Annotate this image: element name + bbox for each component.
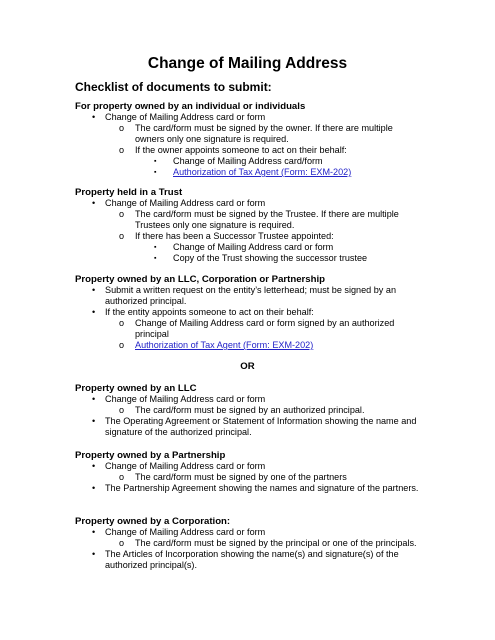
- list-item-text: If the entity appoints someone to act on their behalf:: [105, 307, 314, 317]
- list-item-text: The card/form must be signed by the Trustee. If there are multiple Trustees only one signature is required.: [135, 209, 399, 230]
- bullet-icon: •: [92, 112, 96, 122]
- bullet-icon: •: [92, 198, 96, 208]
- bullet-icon: ▪: [154, 244, 157, 251]
- list-item-text: Change of Mailing Address card or form: [173, 242, 334, 252]
- bullet-icon: o: [119, 123, 125, 133]
- list-item: [75, 198, 420, 209]
- section-trust: [75, 187, 420, 264]
- authorization-tax-agent-link[interactable]: Authorization of Tax Agent (Form: EXM-202): [135, 340, 314, 350]
- list-item: [75, 318, 420, 340]
- list-item: [75, 394, 420, 405]
- list-item: [75, 416, 420, 438]
- list-item-text: Change of Mailing Address card or form: [105, 461, 266, 471]
- list-item-text: Change of Mailing Address card or form: [105, 198, 266, 208]
- bullet-icon: •: [92, 527, 96, 537]
- bullet-icon: o: [119, 318, 125, 328]
- bullet-icon: o: [119, 209, 125, 219]
- list-item: [75, 231, 420, 242]
- list-item: [75, 527, 420, 538]
- list-item: [75, 472, 420, 483]
- list-item: [75, 285, 420, 307]
- list-item-text: Copy of the Trust showing the successor trustee: [173, 253, 368, 263]
- list-item-text: The Articles of Incorporation showing the name(s) and signature(s) of the authorized principal(s).: [105, 549, 399, 570]
- list-item-text: Change of Mailing Address card or form: [105, 394, 266, 404]
- section-corporation: [75, 516, 420, 571]
- list-item: [75, 167, 420, 178]
- list-item-text: The card/form must be signed by one of the partners: [135, 472, 347, 482]
- list-item: [75, 156, 420, 167]
- bullet-icon: o: [119, 340, 125, 350]
- bullet-icon: o: [119, 405, 125, 415]
- section-heading: For property owned by an individual or individuals: [75, 101, 306, 112]
- bullet-icon: •: [92, 307, 96, 317]
- bullet-icon: ▪: [154, 255, 157, 262]
- list-item-text: The card/form must be signed by an authorized principal.: [135, 405, 365, 415]
- list-item: [75, 145, 420, 156]
- section-heading: Property held in a Trust: [75, 187, 183, 198]
- list-item-text: The card/form must be signed by the principal or one of the principals.: [135, 538, 417, 548]
- list-item: [75, 483, 420, 494]
- list-item-text: The Partnership Agreement showing the names and signature of the partners.: [105, 483, 419, 493]
- list-item: [75, 307, 420, 318]
- bullet-icon: •: [92, 483, 96, 493]
- section-heading: Property owned by a Partnership: [75, 450, 226, 461]
- list-item: [75, 461, 420, 472]
- section-heading: Property owned by an LLC: [75, 383, 197, 394]
- list-item: [75, 549, 420, 571]
- list-item-text: Submit a written request on the entity’s letterhead; must be signed by an authorized principal.: [105, 285, 396, 306]
- list-item-text: Change of Mailing Address card or form: [105, 527, 266, 537]
- list-item: [75, 405, 420, 416]
- bullet-icon: •: [92, 461, 96, 471]
- section-heading: Property owned by a Corporation:: [75, 516, 231, 527]
- bullet-icon: •: [92, 285, 96, 295]
- bullet-icon: ▪: [154, 169, 157, 176]
- authorization-tax-agent-link[interactable]: Authorization of Tax Agent (Form: EXM-202): [173, 167, 352, 177]
- list-item: [75, 340, 420, 351]
- bullet-icon: •: [92, 394, 96, 404]
- bullet-icon: o: [119, 472, 125, 482]
- list-item-text: Change of Mailing Address card or form: [105, 112, 266, 122]
- bullet-icon: ▪: [154, 158, 157, 165]
- list-item: [75, 538, 420, 549]
- list-item-text: If the owner appoints someone to act on their behalf:: [135, 145, 347, 155]
- bullet-icon: •: [92, 549, 96, 559]
- bullet-icon: o: [119, 145, 125, 155]
- bullet-icon: o: [119, 231, 125, 241]
- section-partnership: [75, 450, 420, 494]
- list-item: [75, 123, 420, 145]
- section-heading: Property owned by an LLC, Corporation or Partnership: [75, 274, 325, 285]
- list-item: [75, 242, 420, 253]
- page-title: Change of Mailing Address: [147, 55, 348, 72]
- checklist-subtitle: Checklist of documents to submit:: [75, 80, 272, 94]
- list-item: [75, 253, 420, 264]
- section-llc-corp-partnership: [75, 274, 420, 351]
- list-item-text: Change of Mailing Address card/form: [173, 156, 323, 166]
- list-item-text: If there has been a Successor Trustee appointed:: [135, 231, 334, 241]
- section-individuals: [75, 101, 420, 178]
- bullet-icon: •: [92, 416, 96, 426]
- list-item: [75, 112, 420, 123]
- section-llc: [75, 383, 420, 438]
- bullet-icon: o: [119, 538, 125, 548]
- list-item-text: Change of Mailing Address card or form signed by an authorized principal: [135, 318, 395, 339]
- list-item-text: The Operating Agreement or Statement of Information showing the name and signature of the authorized principal.: [105, 416, 417, 437]
- list-item-text: The card/form must be signed by the owner. If there are multiple owners only one signature is required.: [135, 123, 393, 144]
- or-separator: OR: [240, 361, 255, 372]
- list-item: [75, 209, 420, 231]
